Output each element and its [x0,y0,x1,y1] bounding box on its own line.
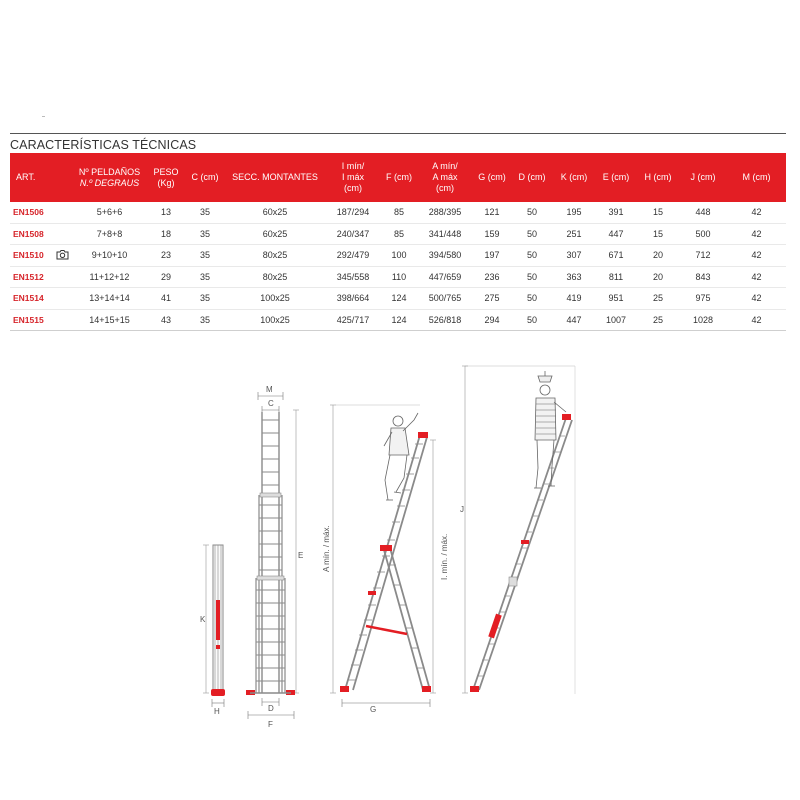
cell-j: 843 [679,266,727,288]
header-h: H (cm) [637,153,679,202]
label-j: J [460,505,464,514]
cell-g: 275 [473,288,511,310]
cell-i: 425/717 [325,309,381,331]
cell-e: 671 [595,245,637,267]
cell-f: 124 [381,309,417,331]
cell-art: EN1508 [10,223,72,245]
header-e: E (cm) [595,153,637,202]
header-secc: SECC. MONTANTES [225,153,325,202]
header-c: C (cm) [185,153,225,202]
cell-h: 15 [637,202,679,223]
cell-f: 100 [381,245,417,267]
header-g: G (cm) [473,153,511,202]
header-a-l1: A mín/ [432,161,458,171]
cell-f: 124 [381,288,417,310]
cell-c: 35 [185,288,225,310]
header-art: ART. [10,153,72,202]
cell-k: 307 [553,245,595,267]
cell-m: 42 [727,266,786,288]
cell-g: 294 [473,309,511,331]
label-a: A mín. / máx. [322,525,331,572]
cell-k: 251 [553,223,595,245]
cell-peso: 43 [147,309,185,331]
cell-j: 500 [679,223,727,245]
cell-art: EN1510 [10,245,72,267]
cell-d: 50 [511,309,553,331]
cell-h: 25 [637,309,679,331]
header-j: J (cm) [679,153,727,202]
cell-peso: 13 [147,202,185,223]
label-f: F [268,720,273,729]
cell-peldanos: 9+10+10 [72,245,147,267]
cell-i: 240/347 [325,223,381,245]
header-a-l3: (cm) [436,183,454,193]
cell-k: 419 [553,288,595,310]
cell-j: 1028 [679,309,727,331]
cell-e: 951 [595,288,637,310]
label-d: D [268,704,274,713]
cell-m: 42 [727,223,786,245]
label-c: C [268,399,274,408]
cell-art: EN1512 [10,266,72,288]
cell-i: 187/294 [325,202,381,223]
cell-e: 811 [595,266,637,288]
cell-g: 121 [473,202,511,223]
cell-j: 712 [679,245,727,267]
cell-d: 50 [511,245,553,267]
cell-peldanos: 13+14+14 [72,288,147,310]
cell-f: 85 [381,223,417,245]
front-ladder-figure [246,392,299,719]
cell-j: 448 [679,202,727,223]
cell-art: EN1506 [10,202,72,223]
header-peldanos-label: Nº PELDAÑOS [78,166,141,177]
cell-a: 526/818 [417,309,473,331]
label-e: E [298,551,304,560]
label-k: K [200,615,206,624]
cell-peso: 23 [147,245,185,267]
header-peso-l1: PESO [153,166,179,177]
cell-secc: 100x25 [225,309,325,331]
cell-f: 110 [381,266,417,288]
cell-e: 1007 [595,309,637,331]
cell-k: 447 [553,309,595,331]
cell-m: 42 [727,309,786,331]
cell-f: 85 [381,202,417,223]
cell-c: 35 [185,266,225,288]
cell-c: 35 [185,202,225,223]
header-peso-l2: (Kg) [157,177,175,188]
cell-g: 236 [473,266,511,288]
cell-i: 292/479 [325,245,381,267]
cell-art: EN1515 [10,309,72,331]
cell-peldanos: 11+12+12 [72,266,147,288]
cell-m: 42 [727,245,786,267]
cell-a: 288/395 [417,202,473,223]
cell-a: 500/765 [417,288,473,310]
cell-peldanos: 5+6+6 [72,202,147,223]
label-i: I. mín. / máx. [440,533,449,580]
cell-h: 20 [637,266,679,288]
cell-secc: 100x25 [225,288,325,310]
cell-k: 363 [553,266,595,288]
cell-secc: 60x25 [225,202,325,223]
cell-d: 50 [511,266,553,288]
cell-c: 35 [185,309,225,331]
cell-a: 447/659 [417,266,473,288]
section-title: CARACTERÍSTICAS TÉCNICAS [10,133,786,153]
cell-peso: 41 [147,288,185,310]
cell-g: 197 [473,245,511,267]
cell-g: 159 [473,223,511,245]
label-h: H [214,707,220,716]
extended-ladder-figure [462,366,575,694]
cell-m: 42 [727,288,786,310]
cell-art: EN1514 [10,288,72,310]
header-i-l1: I mín/ [341,161,365,171]
cell-secc: 80x25 [225,266,325,288]
label-m: M [266,385,273,394]
header-a-l2: A máx [432,172,458,182]
aframe-ladder-figure [330,405,436,707]
cell-a: 394/580 [417,245,473,267]
cell-peldanos: 7+8+8 [72,223,147,245]
header-f: F (cm) [381,153,417,202]
cell-d: 50 [511,202,553,223]
header-m: M (cm) [727,153,786,202]
cell-e: 391 [595,202,637,223]
header-degraus-label: N.º DEGRAUS [79,177,140,188]
cell-d: 50 [511,223,553,245]
cell-k: 195 [553,202,595,223]
cell-secc: 80x25 [225,245,325,267]
cell-peso: 29 [147,266,185,288]
header-i-l3: (cm) [344,183,362,193]
folded-ladder-figure [203,545,225,707]
cell-a: 341/448 [417,223,473,245]
cell-e: 447 [595,223,637,245]
cell-c: 35 [185,223,225,245]
cell-h: 20 [637,245,679,267]
cell-peldanos: 14+15+15 [72,309,147,331]
header-k: K (cm) [553,153,595,202]
cell-h: 15 [637,223,679,245]
cell-secc: 60x25 [225,223,325,245]
cell-i: 345/558 [325,266,381,288]
cell-peso: 18 [147,223,185,245]
cell-i: 398/664 [325,288,381,310]
cell-c: 35 [185,245,225,267]
cell-d: 50 [511,288,553,310]
cell-m: 42 [727,202,786,223]
header-i-l2: I máx [341,172,364,182]
label-g: G [370,705,377,714]
header-d: D (cm) [511,153,553,202]
cell-j: 975 [679,288,727,310]
cell-h: 25 [637,288,679,310]
